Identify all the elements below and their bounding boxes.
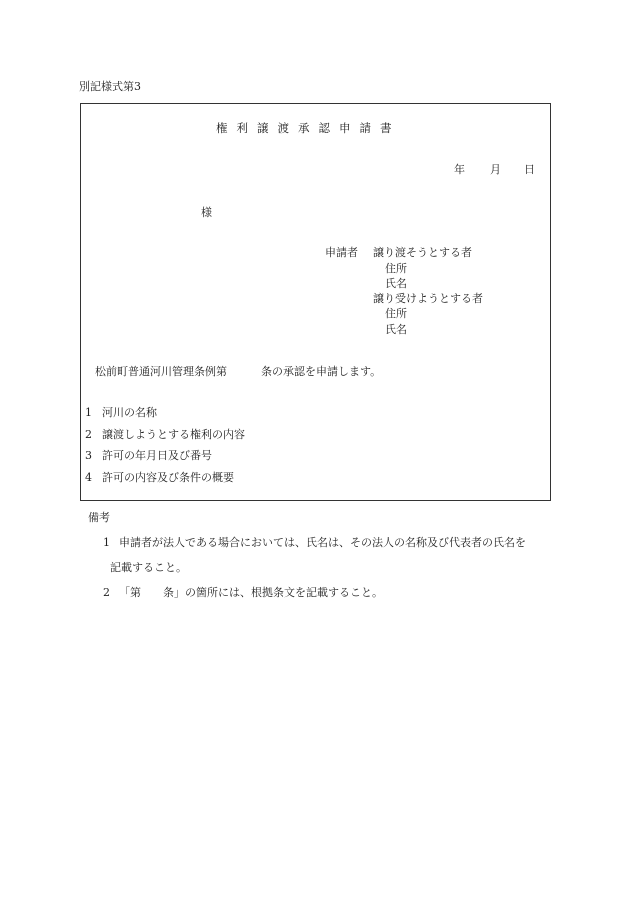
item-text: 河川の名称: [102, 406, 157, 419]
item-number: 1: [85, 406, 92, 419]
transferee-label: 譲り受けようとする者: [373, 292, 483, 305]
note-text: 申請者が法人である場合においては、氏名は、その法人の名称及び代表者の氏名を: [119, 536, 526, 549]
notes-heading: 備考: [88, 511, 110, 524]
note-number: 2: [103, 586, 110, 599]
transferor-name-label: 氏名: [385, 277, 407, 290]
transferor-address-label: 住所: [385, 262, 407, 275]
transferee-name-label: 氏名: [385, 323, 407, 336]
item-number: 2: [85, 428, 92, 441]
item-text: 許可の内容及び条件の概要: [102, 471, 234, 484]
note-number: 1: [103, 536, 110, 549]
item-number: 3: [85, 449, 92, 462]
request-sentence-suffix: 条の承認を申請します。: [261, 365, 382, 378]
form-number-label: 別記様式第3: [79, 80, 141, 93]
item-text: 譲渡しようとする権利の内容: [102, 428, 245, 441]
applicant-label: 申請者: [325, 246, 358, 259]
date-day-label: 日: [524, 163, 535, 176]
item-text: 許可の年月日及び番号: [102, 449, 212, 462]
form-title: 権利譲渡承認申請書: [216, 121, 401, 135]
item-number: 4: [85, 471, 92, 484]
addressee-honorific: 様: [201, 206, 212, 219]
note-text: 「第 条」の箇所には、根拠条文を記載すること。: [119, 586, 383, 599]
note-text-continued: 記載すること。: [110, 561, 187, 574]
request-sentence-prefix: 松前町普通河川管理条例第: [95, 365, 227, 378]
date-month-label: 月: [490, 163, 501, 176]
transferor-label: 譲り渡そうとする者: [373, 246, 472, 259]
transferee-address-label: 住所: [385, 307, 407, 320]
date-year-label: 年: [454, 163, 465, 176]
